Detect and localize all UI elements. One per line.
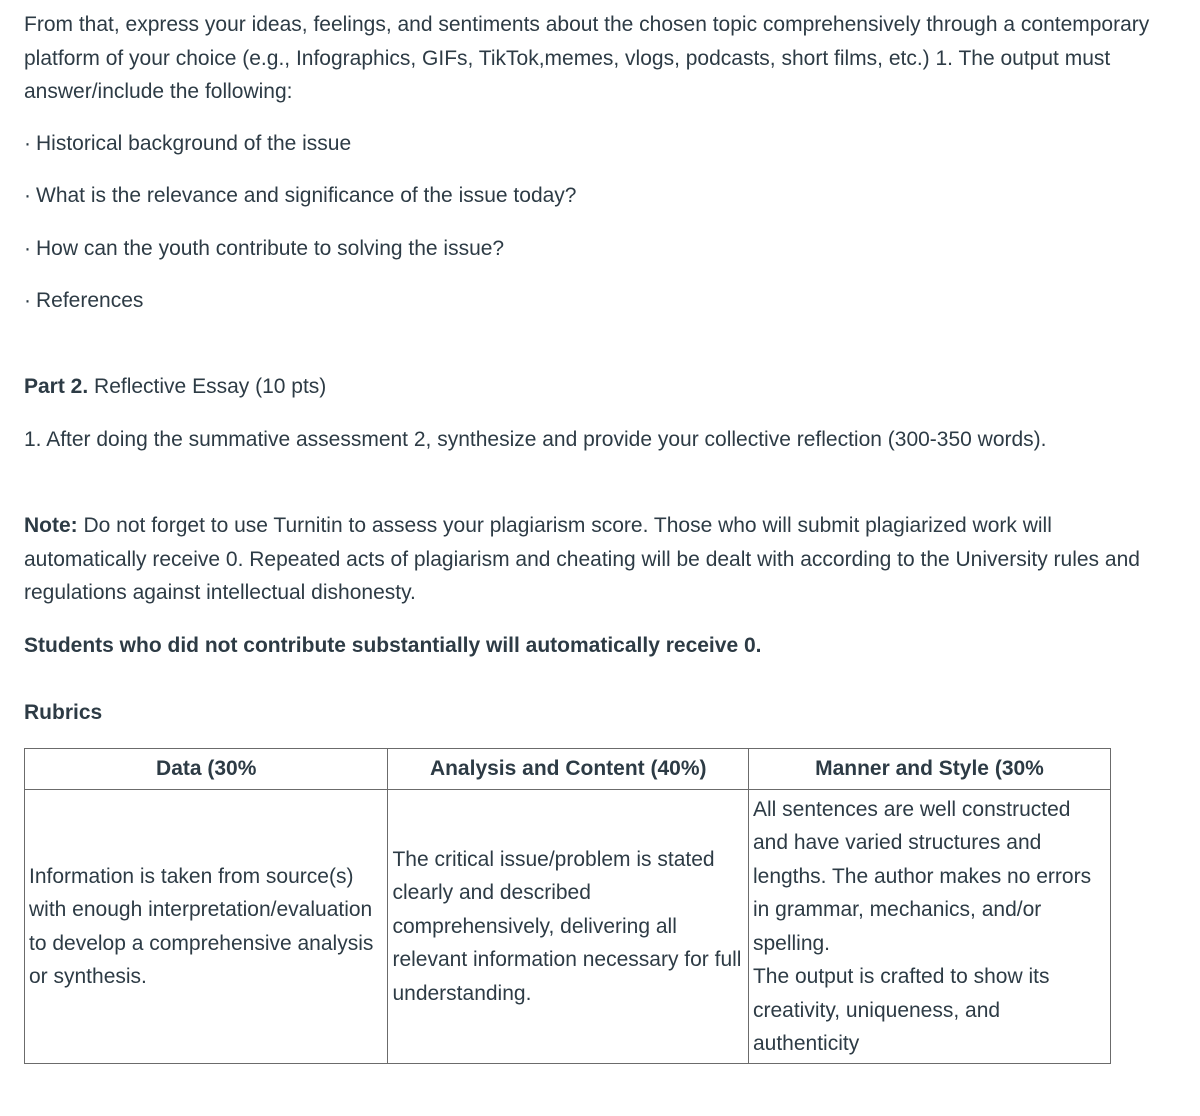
note-paragraph	[24, 509, 1174, 610]
note-text: Do not forget to use Turnitin to assess your plagiarism score. Those who will submit plagiarized work will automatically receive 0. Repeated acts of plagiarism and cheating will be dealt with according to the University rules and regulations against intellectual dishonesty.	[24, 514, 1140, 604]
rubric-table	[24, 748, 1111, 1064]
part2-label: Part 2.	[24, 375, 89, 398]
bullet-dot: ·	[24, 132, 31, 155]
bullet-item-references: · References	[24, 284, 143, 318]
bullet-item-youth: · How can the youth contribute to solving the issue?	[24, 232, 504, 266]
part2-item: 1. After doing the summative assessment 2, synthesize and provide your collective reflection (300-350 words).	[24, 428, 1047, 451]
bullet-item-relevance: · What is the relevance and significance of the issue today?	[24, 179, 576, 213]
rubric-criteria-row	[25, 790, 1111, 1064]
header-data: Data (30%	[25, 749, 388, 790]
note-label: Note:	[24, 514, 78, 537]
part2-title: Reflective Essay (10 pts)	[88, 375, 327, 398]
rubrics-heading: Rubrics	[24, 701, 103, 724]
bullet-item-historical: · Historical background of the issue	[24, 127, 351, 161]
rubric-header-row	[25, 749, 1111, 790]
bullet-dot: ·	[24, 289, 31, 312]
header-manner: Manner and Style (30%	[748, 749, 1110, 790]
manner-criteria-creativity: The output is crafted to show its creativity, uniqueness, and authenticity	[752, 965, 1050, 1055]
bullet-dot: ·	[24, 184, 31, 207]
bullet-dot: ·	[24, 237, 31, 260]
part2-heading	[24, 370, 1174, 404]
intro-paragraph: From that, express your ideas, feelings, and sentiments about the chosen topic comprehensively through a contemporary platform of your choice (e.g., Infographics, GIFs, TikTok,memes, vlogs, podcasts, short films, etc.) 1. The output must answer/include the following:	[24, 13, 1150, 103]
header-analysis: Analysis and Content (40%)	[388, 749, 749, 790]
cell-manner-criteria	[748, 790, 1110, 1064]
cell-analysis-criteria: The critical issue/problem is stated clearly and described comprehensively, delivering all relevant information necessary for full understanding.	[388, 790, 749, 1064]
students-note: Students who did not contribute substantially will automatically receive 0.	[24, 634, 762, 657]
manner-criteria-sentences: All sentences are well constructed and have varied structures and lengths. The author makes no errors in grammar, mechanics, and/or spelling.	[752, 797, 1092, 955]
cell-data-criteria: Information is taken from source(s) with enough interpretation/evaluation to develop a comprehensive analysis or synthesis.	[25, 790, 388, 1064]
